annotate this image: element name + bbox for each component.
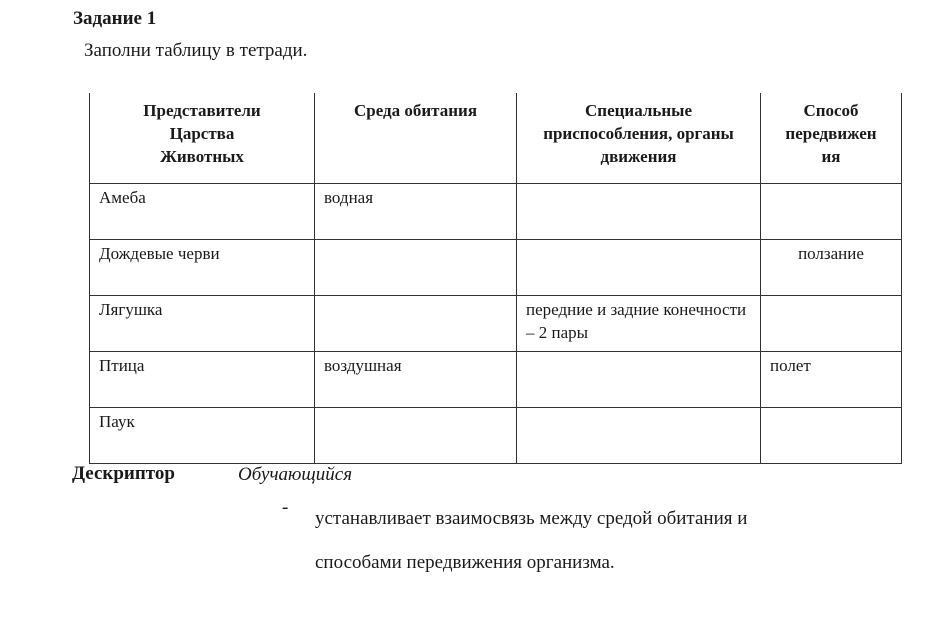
descriptor-criterion bbox=[315, 497, 855, 585]
header-animal-kingdom bbox=[90, 93, 315, 183]
table-cell bbox=[315, 407, 517, 463]
table-cell: передние и задние конечности – 2 пары bbox=[517, 295, 761, 351]
table-cell: полет bbox=[761, 351, 902, 407]
table-row bbox=[90, 295, 902, 351]
header-line: ия bbox=[821, 147, 841, 166]
table-cell: Лягушка bbox=[90, 295, 315, 351]
header-locomotion bbox=[761, 93, 902, 183]
table-cell bbox=[315, 295, 517, 351]
table-row bbox=[90, 407, 902, 463]
table-cell bbox=[517, 239, 761, 295]
table-cell bbox=[761, 295, 902, 351]
table-cell bbox=[517, 351, 761, 407]
header-line: Специальные bbox=[585, 101, 692, 120]
table-cell: Птица bbox=[90, 351, 315, 407]
table-cell: Амеба bbox=[90, 183, 315, 239]
header-line: движения bbox=[600, 147, 677, 166]
header-line: Животных bbox=[160, 147, 244, 166]
criterion-line: способами передвижения организма. bbox=[315, 552, 615, 573]
table-row bbox=[90, 183, 902, 239]
header-adaptations bbox=[517, 93, 761, 183]
table-cell: ползание bbox=[761, 239, 902, 295]
table-cell bbox=[517, 407, 761, 463]
header-line: Среда обитания bbox=[353, 101, 478, 120]
header-line: Представители bbox=[143, 101, 261, 120]
animals-table bbox=[89, 93, 902, 464]
header-line: передвижен bbox=[785, 124, 877, 143]
task-title: Задание 1 bbox=[73, 8, 157, 29]
table-cell bbox=[761, 407, 902, 463]
header-line: приспособления, органы bbox=[543, 124, 734, 143]
descriptor-label: Дескриптор bbox=[72, 463, 175, 484]
header-line: Царства bbox=[169, 124, 235, 143]
table-row bbox=[90, 351, 902, 407]
table-header-row bbox=[90, 93, 902, 183]
descriptor-subject: Обучающийся bbox=[238, 464, 353, 485]
header-line: Способ bbox=[803, 101, 859, 120]
table-row bbox=[90, 239, 902, 295]
table-cell: водная bbox=[315, 183, 517, 239]
table-cell bbox=[761, 183, 902, 239]
header-habitat bbox=[315, 93, 517, 183]
bullet-marker: - bbox=[282, 497, 289, 518]
table-cell bbox=[315, 239, 517, 295]
table-cell bbox=[517, 183, 761, 239]
table-cell: воздушная bbox=[315, 351, 517, 407]
table-cell: Паук bbox=[90, 407, 315, 463]
task-instruction: Заполни таблицу в тетради. bbox=[84, 40, 308, 61]
criterion-line: устанавливает взаимосвязь между средой обитания и bbox=[315, 508, 748, 529]
table-cell: Дождевые черви bbox=[90, 239, 315, 295]
